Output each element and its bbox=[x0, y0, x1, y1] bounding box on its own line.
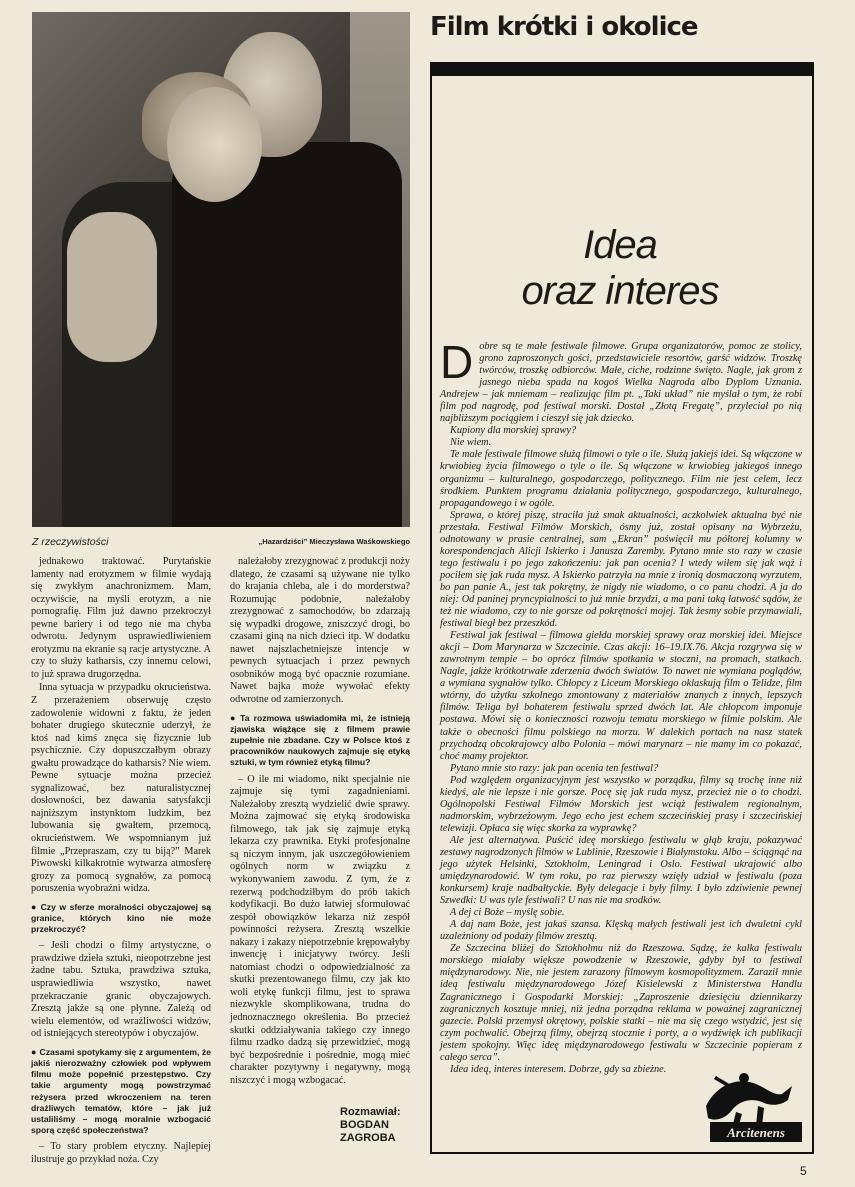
signature-line: ZAGROBA bbox=[340, 1132, 396, 1144]
article-paragraph: Kupiony dla morskiej sprawy? bbox=[450, 425, 577, 437]
author-signature bbox=[340, 1106, 412, 1145]
headline-line-1: Idea bbox=[583, 223, 657, 267]
article-paragraph: Ale jest alternatywa. Puścić ideę morskiego festiwalu w głąb kraju, pokazywać zestawy nagrodzonych filmów w Lublinie, Rzeszowie i Białymstoku. Albo – ściągnąć na jego użytek Helsinki, Sztokholm, Leningrad i Oslo. Festiwal ukrajowić albo umiędzynarodowić. W tym roku, po raz pierwszy wzięły udział w festiwalu (poza konkursem) kraje nadbałtyckie. Były delegacje i były filmy. I było zdziwienie pewnej Szwedki: U was tyle festiwali? U nas nie ma srodków. bbox=[440, 834, 802, 907]
article-paragraph: Nie wiem. bbox=[450, 437, 492, 449]
article-body bbox=[440, 336, 802, 1076]
article-paragraph: A dej ci Boże – myślę sobie. bbox=[450, 907, 565, 919]
photo-arm bbox=[67, 212, 157, 362]
arcitenens-logo bbox=[696, 1066, 808, 1144]
bullet-icon: ● bbox=[31, 1046, 37, 1057]
signature-line: Rozmawiał: bbox=[340, 1106, 401, 1118]
interview-paragraph: – To stary problem etyczny. Najlepiej ilustruje go przykład noża. Czy bbox=[31, 1141, 211, 1165]
film-still-photo bbox=[32, 12, 410, 527]
article-paragraph: Pytano mnie sto razy: jak pan ocenia ten festiwal? bbox=[450, 762, 659, 774]
article-lead-paragraph bbox=[440, 336, 802, 425]
article-paragraph: Te małe festiwale filmowe służą filmowi o tyle o ile. Służą jakiejś idei. Są włączone w krwiobieg życia filmowego o tyle o ile. Są włączone w krwiobieg jakiegoś innego organizmu – kulturalnego, gospodarczego, politycznego. Film nie jest celem, lecz środkiem. Punktem programu działania politycznego, gospodarczego, kulturalnego, propagandowego i w ogóle. bbox=[440, 449, 802, 509]
photo-caption-right: „Hazardziści” Mieczysława Waśkowskiego bbox=[258, 537, 410, 546]
headline-line-2: oraz interes bbox=[521, 269, 719, 313]
interview-question: ● Czy w sferze moralności obyczajowej są granice, których kino nie może przekroczyć? bbox=[31, 901, 212, 935]
interview-paragraph: – O ile mi wiadomo, nikt specjalnie nie zajmuje się tymi zagadnieniami. Należałoby zresztą wydzielić dwie sprawy. Można zajmować się etyką środowiska filmowego, tak jak się zajmuje etyką lekarza czy prawnika. Etyki profesjonalne są niczym innym, jak uszczegółowieniem ogólnych norm w związku z wykonywaniem zawodu. Z tym, że z rezerwą podchodziłbym do prób takich kodyfikacji. Bo dużo łatwiej sformułować zespół obowiązków lekarza niż zespół powinności reżysera. Zresztą wszelkie nakazy i zakazy niepotrzebnie krępowałyby inwencję i inicjatywy twórcy. Jeśli natomiast chodzi o odpowiedzialność za skutki prezentowanego filmu, czy jak kto woli etykę funkcji filmu, jest to sprawa niezwykle skomplikowana, trudna do jednoznacznego określenia. Bo przecież skutki oddziaływania takiego czy innego filmu rzadko dadzą się przewidzieć, mogą być bezpośrednie i pośrednie, mogą mieć charakter pozytywny i negatywny, mogą niszczyć i mogą wzbogacać. bbox=[230, 773, 410, 1086]
interview-paragraph: Inna sytuacja w przypadku okrucieństwa. Z przerażeniem obserwuję często zadowolenie widowni z faktu, że jeden bohater drugiego skutecznie uderzył, że ktoś nad kimś znęca się fizycznie lub psychicznie. Czy dopuszczałbym obrazy gwałtu prowadzące do katharsis? Nie wiem. Pewne sytuacje można przecież sygnalizować, bez naturalistycznej dosłowności, bez dawania satysfakcji najniższym instynktom ludzkim, bez lubowania się gwałtem, przemocą, okrucieństwem. We wspomnianym już filmie „Przepraszam, czy tu biją?” Marek Piwowski kilkakrotnie wytwarza atmosferę grozy za pomocą sygnałów, za pomocą poruszenia wyobraźni widza. bbox=[31, 682, 211, 895]
article-paragraph: A daj nam Boże, jest jakaś szansa. Klęską małych festiwali jest ich dwuletni cykl uzależniony od podaży filmów zresztą. bbox=[440, 919, 802, 943]
interview-question: ● Ta rozmowa uświadomiła mi, że istnieją zjawiska wiążące się z filmem prawie zupełnie nie zbadane. Czy w Polsce ktoś z pracowników naukowych zajmuje się etyką sztuki, w tym również etyką filmu? bbox=[230, 712, 410, 768]
article-paragraph: Ze Szczecina bliżej do Sztokholmu niż do Rzeszowa. Sądzę, że kalka festiwalu morskiego miałaby większe powodzenie w Rzeszowie, gdyby był to festiwal międzynarodowy. Nie, nie jestem zarazony filmowym kosmopolityzmem. Zaraził mnie ideą festiwalu międzynarodowego Józef Kisielewski z Ministerstwa Handlu Zagranicznego i Gospodarki Morskiej: „Zaproszenie dziesięciu dziennikarzy zagranicznych kosztuje mniej, niż jedna porządna reklama w poważnej zagranicznej gazecie. Polski przemysł okrętowy, polskie statki – nie ma się czego wstydzić, jest się czym pochwalić. Obejrzą filmy, obejrzą stocznie i porty, a o wydźwięk ich publikacji jestem spokojny. Więc ideę międzynarodowego festiwalu w Szczecinie popieram z całego serca”. bbox=[440, 943, 802, 1063]
drop-cap: D bbox=[440, 336, 474, 388]
article-paragraph: Sprawa, o której piszę, straciła już smak aktualności, aczkolwiek aktualna być nie przestała. Festiwal Filmów Morskich, ósmy już, został opisany na Wybrzeżu, odnotowany w prasie centralnej, sam „Ekran” poświęcił mu półtorej kolumny w korespondencjach Alicji Iskierko i Janusza Zaremby. Pytano mnie sto razy w czasie tego festiwalu i po jego zakończeniu: jak pan ocenia? I wtedy wiłem się jak wąż i pociłem się jak ruda mysz. A Iskierko patrzyła na mnie z ironią dosmaczoną wyrzutem, bo pan panie A., jest tak pokrętny, że nigdy nie wiadomo, o co panu chodzi. A ja do niej: Od paninej pryncypialności to już mnie brzydzi, a ma pani taką łatwość sądów, że też nie wiadomo, czy to nie gorsze od pokrętności mojej. Tak żesmy sobie przymawiali, festiwal biegł bez przeszkód. bbox=[440, 509, 802, 630]
photo-caption-left: Z rzeczywistości bbox=[32, 536, 109, 548]
interview-paragraph: należałoby zrezygnować z produkcji noży dlatego, że czasami są używane nie tylko do krajania chleba, ale i do morderstwa? Rozumując podobnie, należałoby zrezygnować z samochodów, bo zdarzają się wypadki drogowe, zniszczyć drogi, bo czasami giną na nich dzieci itp. W dodatku nawet najszlachetniejsze intencje w pewnych sytuacjach i przez pewnych osobników mogą być opacznie rozumiane. Nawet bajka może wywołać efekty odwrotne od zamierzonych. bbox=[230, 556, 410, 706]
signature-line: BOGDAN bbox=[340, 1119, 389, 1131]
bullet-icon: ● bbox=[31, 901, 38, 912]
photo-woman-head bbox=[167, 87, 262, 202]
interview-column-1 bbox=[31, 556, 211, 1167]
article-paragraph: Pod względem organizacyjnym jest wszystko w porządku, filmy są trochę inne niż kiedyś, ale nie lepsze i nie gorsze. Pocę się jak ruda mysz, przecież nie o to chodzi. Ogólnopolski Festiwal Filmów Morskich jest wciąż festiwalem regionalnym, nadmorskim, wybrzeżowym. Jego echo jest echem szczecińskiej prasy i szczecińskiej telewizji. Opłaca się więc skorka za wyprawkę? bbox=[440, 774, 802, 834]
interview-paragraph: – Jeśli chodzi o filmy artystyczne, o prawdziwe dzieła sztuki, nieopotrzebne jest żadne tabu. Sztuka, prawdziwa sztuka, usprawiedliwia wszystko, nawet przekraczanie granic obyczajowych. Zresztą jakże są one płynne. Zależą od wielu elementów, od wrażliwości widzów, od istniejących stereotypów i obyczajów. bbox=[31, 940, 211, 1040]
section-title: Film krótki i okolice bbox=[430, 12, 698, 42]
page-number: 5 bbox=[800, 1164, 807, 1178]
article-headline bbox=[480, 222, 760, 314]
interview-question: ● Czasami spotykamy się z argumentem, że jakiś nierozważny człowiek pod wpływem filmu może popełnić przestępstwo. Czy takie argumenty mogą powstrzymać reżysera przed wkroczeniem na teren drażliwych tematów, które – jak już ustaliliśmy – mogą moralnie wzbogacić sporą część społeczeństwa? bbox=[31, 1046, 211, 1136]
bullet-icon: ● bbox=[230, 712, 238, 723]
interview-column-2 bbox=[230, 556, 410, 1088]
logo-text: Arcitenens bbox=[727, 1125, 785, 1140]
article-paragraph-text: obre są te małe festiwale filmowe. Grupa organizatorów, pomoc ze stolicy, grono zaproszonych gości, przedstawiciele resortów, garść widzów. Troszkę twórców, troszkę odbiorców. Małe, ciche, rodzinne święto. Nagle, jak grom z jasnego nieba spada na kogoś Wielka Nagroda albo Dyplom Uznania. Andrejew – jak mniemam – realizując film pt. „Taki układ” nie myślał o tym, że robi film pod nagrodę, pod festiwal morski. Dostał „Złotą Fregatę”, przyleciał po nią najbliższym pociągiem i cieszył się jak dziecko. bbox=[440, 341, 802, 425]
header-bar bbox=[432, 62, 812, 76]
article-paragraph: Idea ideą, interes interesem. Dobrze, gdy sa zbieżne. bbox=[450, 1063, 667, 1075]
interview-paragraph: jednakowo traktować. Purytańskie lamenty nad erotyzmem w filmie wydają się zwykłym anachronizmem. Mam, oczywiście, na myśli erotyzm, a nie pornografię. Film już dawno przekroczył pewne bariery i od tego nie ma chyba odwrotu. Jedynym usprawiedliwieniem erotyzmu na ekranie są racje artystyczne. A czy to służy katharsis, czy innemu celowi, to już sprawa drugorzędna. bbox=[31, 556, 211, 680]
article-paragraph: Festiwal jak festiwal – filmowa giełda morskiej sprawy oraz morskiej idei. Miejsce akcji – Dom Marynarza w Szczecinie. Czas akcji: 16–19.IX.76. Akcja rozgrywa się w zawrotnym tempie – bo oprócz filmów spotkania w stoczni, na promach, statkach. Nagle, jakże krótkotrwałe zderzenia dwóch światów. To nawet nie wymiana poglądów, a wymiana sygnałów tylko. Chłopcy z Liceum Morskiego oklaskują film o Telidze, film wtórny, do użytku szkolnego zmontowany z materiałów znanych z innych, lepszych filmów. Teliga był bohaterem festiwalu sprzed dwóch lat. Ale chłopcom imponuje postawa. Mówi się o konieczności rozwoju tematu morskiego w filmie polskim. Ale także o obecności filmu polskiego na morzu. W dalekich portach na nasz statek przychodzą obcokrajowcy albo Polonia – mówi marynarz – nie mamy im co pokazać, choć mamy projektor. bbox=[440, 630, 802, 762]
